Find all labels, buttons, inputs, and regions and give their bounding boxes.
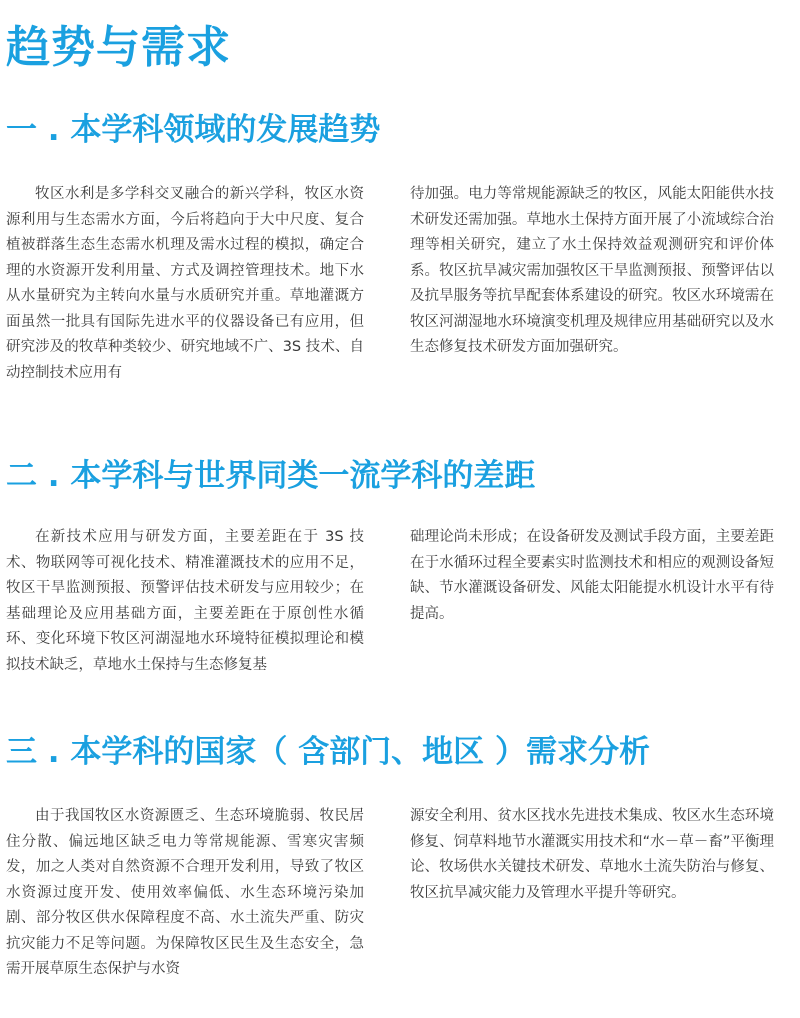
section-heading-trends: 一 . 本学科领域的发展趋势	[6, 112, 381, 148]
section-heading-demand: 三 . 本学科的国家（ 含部门、地区 ）需求分析	[6, 734, 650, 770]
section-gap-right-text: 础理论尚未形成；在设备研发及测试手段方面，主要差距在于水循环过程全要素实时监测技术和相应的观测设备短缺、节水灌溉设备研发、风能太阳能提水机设计水平有待提高。	[410, 529, 774, 622]
section-demand-left-text: 由于我国牧区水资源匮乏、生态环境脆弱、牧民居住分散、偏远地区缺乏电力等常规能源、雪寒灾害频发，加之人类对自然资源不合理开发利用，导致了牧区水资源过度开发、使用效率偏低、水生态环境污染加剧、部分牧区供水保障程度不高、水土流失严重、防灾抗灾能力不足等问题。为保障牧区民生及生态安全，急需开展草原生态保护与水资	[6, 808, 364, 977]
section-trends-right-text: 待加强。电力等常规能源缺乏的牧区，风能太阳能供水技术研发还需加强。草地水土保持方面开展了小流域综合治理等相关研究，建立了水土保持效益观测研究和评价体系。牧区抗旱减灾需加强牧区干旱监测预报、预警评估以及抗旱服务等抗旱配套体系建设的研究。牧区水环境需在牧区河湖湿地水环境演变机理及规律应用基础研究以及水生态修复技术研发方面加强研究。	[410, 186, 774, 355]
section-trends-left-text: 牧区水利是多学科交叉融合的新兴学科，牧区水资源利用与生态需水方面，今后将趋向于大中尺度、复合植被群落生态生态需水机理及需水过程的模拟，确定合理的水资源开发利用量、方式及调控管理技术。地下水从水量研究为主转向水量与水质研究并重。草地灌溉方面虽然一批具有国际先进水平的仪器设备已有应用，但研究涉及的牧草种类较少、研究地域不广、3S 技术、自动控制技术应用有	[6, 186, 364, 381]
section-gap-left-text: 在新技术应用与研发方面，主要差距在于 3S 技术、物联网等可视化技术、精准灌溉技术的应用不足，牧区干旱监测预报、预警评估技术研发与应用较少；在基础理论及应用基础方面，主要差距在于原创性水循环、变化环境下牧区河湖湿地水环境特征模拟理论和模拟技术缺乏，草地水土保持与生态修复基	[6, 529, 364, 673]
section-demand-right-text: 源安全利用、贫水区找水先进技术集成、牧区水生态环境修复、饲草料地节水灌溉实用技术和“水－草－畜”平衡理论、牧场供水关键技术研发、草地水土流失防治与修复、牧区抗旱减灾能力及管理水平提升等研究。	[410, 808, 774, 901]
section-heading-gap: 二 . 本学科与世界同类一流学科的差距	[6, 458, 536, 494]
page-title: 趋势与需求	[6, 22, 231, 73]
